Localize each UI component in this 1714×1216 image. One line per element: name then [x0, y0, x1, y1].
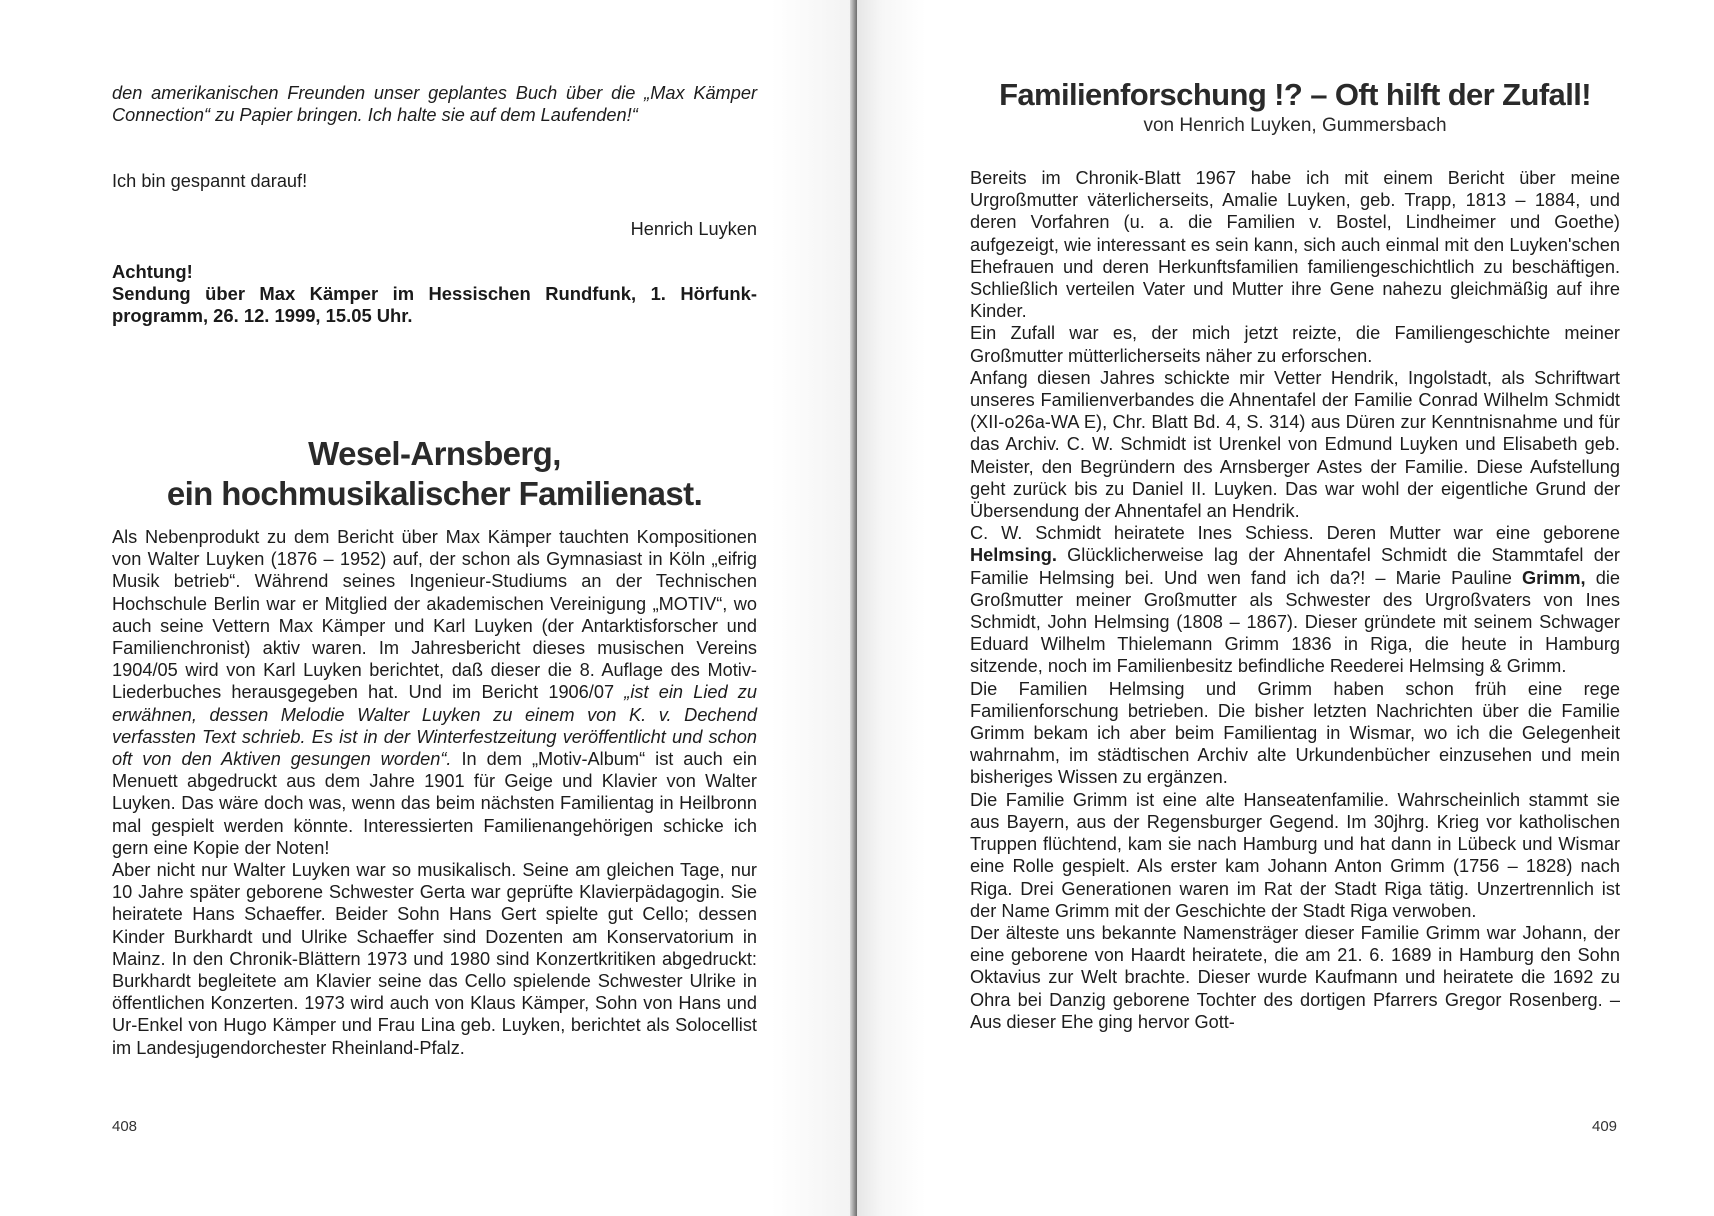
right-p4-bold-grimm: Grimm,: [1521, 567, 1586, 588]
right-article-byline: von Henrich Luyken, Gummersbach: [1143, 115, 1447, 136]
article-paragraph-1: [112, 526, 757, 859]
article-body: [112, 526, 757, 1059]
right-article-body: [970, 167, 1620, 1033]
article-paragraph-2: Aber nicht nur Walter Luyken war so musikalisch. Seine am gleichen Tage, nur 10 Jahre später geborene Schwester Gerta war geprüfte Klavierpädagogin. Sie heiratete Hans Schaeffer. Beider Sohn Hans Gert spielte gut Cello; dessen Kinder Burkhardt und Ulrike Schaeffer sind Dozenten am Konservatorium in Mainz. In den Chronik-Blättern 1973 und 1980 sind Konzertkritiken abgedruckt: Burkhardt begleitete am Klavier seine das Cello spielende Schwester Ulrike in öffentlichen Konzerten. 1973 wird auch von Klaus Kämper, Sohn von Hans und Ur-Enkel von Hugo Kämper und Frau Lina geb. Luyken, berichtet als Solocellist im Landesjugendorchester Rheinland-Pfalz.: [112, 860, 757, 1058]
page-number-right: 409: [1592, 1118, 1618, 1135]
signature-block: [112, 218, 757, 240]
right-paragraph-2: Ein Zufall war es, der mich jetzt reizte, die Familiengeschichte meiner Großmutter mütterlicherseits näher zu erforschen.: [970, 323, 1620, 366]
right-p4-text-b: Glücklicherweise lag der Ahnentafel Schmidt die Stammtafel der Familie Helmsing bei. Und wen fand ich da?! – Marie Pauline: [970, 545, 1620, 588]
intro-italic-paragraph: den amerikanischen Freunden unser geplantes Buch über die „Max Kämper Connection“ zu Papier bringen. Ich halte sie auf dem Laufenden!“: [112, 83, 757, 126]
article-p1-text-a: Als Nebenprodukt zu dem Bericht über Max Kämper tauchten Kompositionen von Walter Luyken (1876 – 1952) auf, der schon als Gymnasiast in Köln „eifrig Musik betrieb“. Während seines Ingenieur-Studiums an der Technischen Hochschule Berlin war er Mitglied der akademischen Vereinigung „MOTIV“, wo auch seine Vettern Max Kämper und Karl Luyken (der Antarktisforscher und Familienchronist) aktiv waren. Im Jahresbericht dieses musischen Vereins 1904/05 wird von Karl Luyken berichtet, daß dieser die 8. Auflage des Motiv-Liederbuches herausgegeben hat. Und im Bericht 1906/07: [112, 527, 757, 703]
page-number-left: 408: [112, 1118, 138, 1135]
intro-sentence: Ich bin gespannt darauf!: [112, 171, 308, 191]
right-p4-bold-helmsing: Helmsing.: [970, 545, 1057, 566]
right-p4-text-c: die Großmutter meiner Großmutter als Schwester des Urgroßvaters von Ines Schmidt, John Helmsing (1808 – 1867). Dieser gründete mit seinem Schwager Eduard Wilhelm Thielemann Grimm 1836 in Riga, die heute in Hamburg sitzende, noch im Familienbesitz befindliche Reederei Helmsing & Grimm.: [970, 567, 1620, 677]
article-title-line-1: Wesel-Arnsberg,: [308, 435, 561, 472]
article-title-line-2: ein hochmusikalischer Familienast.: [166, 475, 703, 512]
article-p1-text-b: In dem „Motiv-Album“ ist auch ein Menuett abgedruckt aus dem Jahre 1901 für Geige und Klavier von Walter Luyken. Das wäre doch was, wenn das beim nächsten Familientag in Heilbronn mal gespielt werden könnte. Interessierten Familienangehörigen schicke ich gern eine Kopie der Noten!: [112, 749, 757, 858]
right-p4-text-a: C. W. Schmidt heiratete Ines Schiess. Deren Mutter war eine geborene: [970, 523, 1620, 544]
right-paragraph-1: Bereits im Chronik-Blatt 1967 habe ich mit einem Bericht über meine Urgroßmutter väterlicherseits, Amalie Luyken, geb. Trapp, 1813 – 1884, und deren Vorfahren (u. a. die Familien v. Bostel, Lindheimer und Goethe) aufgezeigt, wie interessant es sein kann, sich auch einmal mit den Luyken'schen Ehefrauen und deren Herkunftsfamilien familiengeschichtlich zu beschäftigen. Schließlich verteilen Vater und Mutter ihre Gene nahezu gleichmäßig auf ihre Kinder.: [970, 168, 1620, 322]
article-title-block: [112, 434, 757, 514]
right-paragraph-5: Die Familien Helmsing und Grimm haben schon früh eine rege Familienforschung betrieben. Die bisher letzten Nachrichten über die Familie Grimm bekam ich aber beim Familientag in Wismar, wo ich die Gelegenheit wahrnahm, im städtischen Archiv alte Urkundenbücher einzusehen und mein bisheriges Wissen zu ergänzen.: [970, 678, 1620, 788]
broadcast-notice: [112, 261, 757, 328]
right-paragraph-6: Die Familie Grimm ist eine alte Hanseatenfamilie. Wahrscheinlich stammt sie aus Bayern, aus der Regensburger Gegend. Im 30jhrg. Krieg vor katholischen Truppen flüchtend, kam sie nach Hamburg und hat dann in Lübeck und Wismar eine Rolle gespielt. Als erster kam Johann Anton Grimm (1756 – 1828) nach Riga. Drei Generationen waren im Rat der Stadt Riga tätig. Unzertrennlich ist der Name Grimm mit der Geschichte der Stadt Riga verwoben.: [970, 789, 1620, 921]
right-paragraph-7: Der älteste uns bekannte Namensträger dieser Familie Grimm war Johann, der eine geborene von Haardt heiratete, die am 21. 6. 1689 in Hamburg den Sohn Oktavius zur Welt brachte. Dieser wurde Kaufmann und heiratete die 1692 zu Ohra bei Danzig geborene Tochter des dortigen Pfarrers Gregor Rosenberg. – Aus dieser Ehe ging hervor Gott-: [970, 922, 1620, 1032]
right-paragraph-4: [970, 522, 1620, 677]
right-title-block: [970, 76, 1620, 138]
signature: Henrich Luyken: [630, 219, 757, 239]
notice-heading: Achtung!: [112, 261, 193, 282]
right-paragraph-3: Anfang diesen Jahres schickte mir Vetter Hendrik, Ingolstadt, als Schriftwart unseres Familienverbandes die Ahnentafel der Familie Conrad Wilhelm Schmidt (XII-o26a-WA E), Chr. Blatt Bd. 4, S. 314) aus Düren zur Kenntnisnahme und für das Archiv. C. W. Schmidt ist Urenkel von Edmund Luyken und Elisabeth geb. Meister, den Begründern des Arnsberger Astes der Familie. Diese Aufstellung geht zurück bis zu Daniel II. Luyken. Das war wohl der eigentliche Grund der Übersendung der Ahnentafel an Hendrik.: [970, 367, 1620, 522]
left-intro-block: [112, 82, 757, 126]
right-article-title: Familienforschung !? – Oft hilft der Zufall!: [999, 77, 1591, 112]
notice-text: Sendung über Max Kämper im Hessischen Rundfunk, 1. Hörfunk-programm, 26. 12. 1999, 15.05 Uhr.: [112, 283, 757, 327]
article-p1-quote: „ist ein Lied zu erwähnen, dessen Melodie Walter Luyken zu einem von K. v. Dechend verfassten Text schrieb. Es ist in der Winterfestzeitung veröffentlicht und schon oft von den Aktiven gesungen worden“.: [112, 682, 757, 770]
left-intro-sentence-block: [112, 170, 757, 192]
